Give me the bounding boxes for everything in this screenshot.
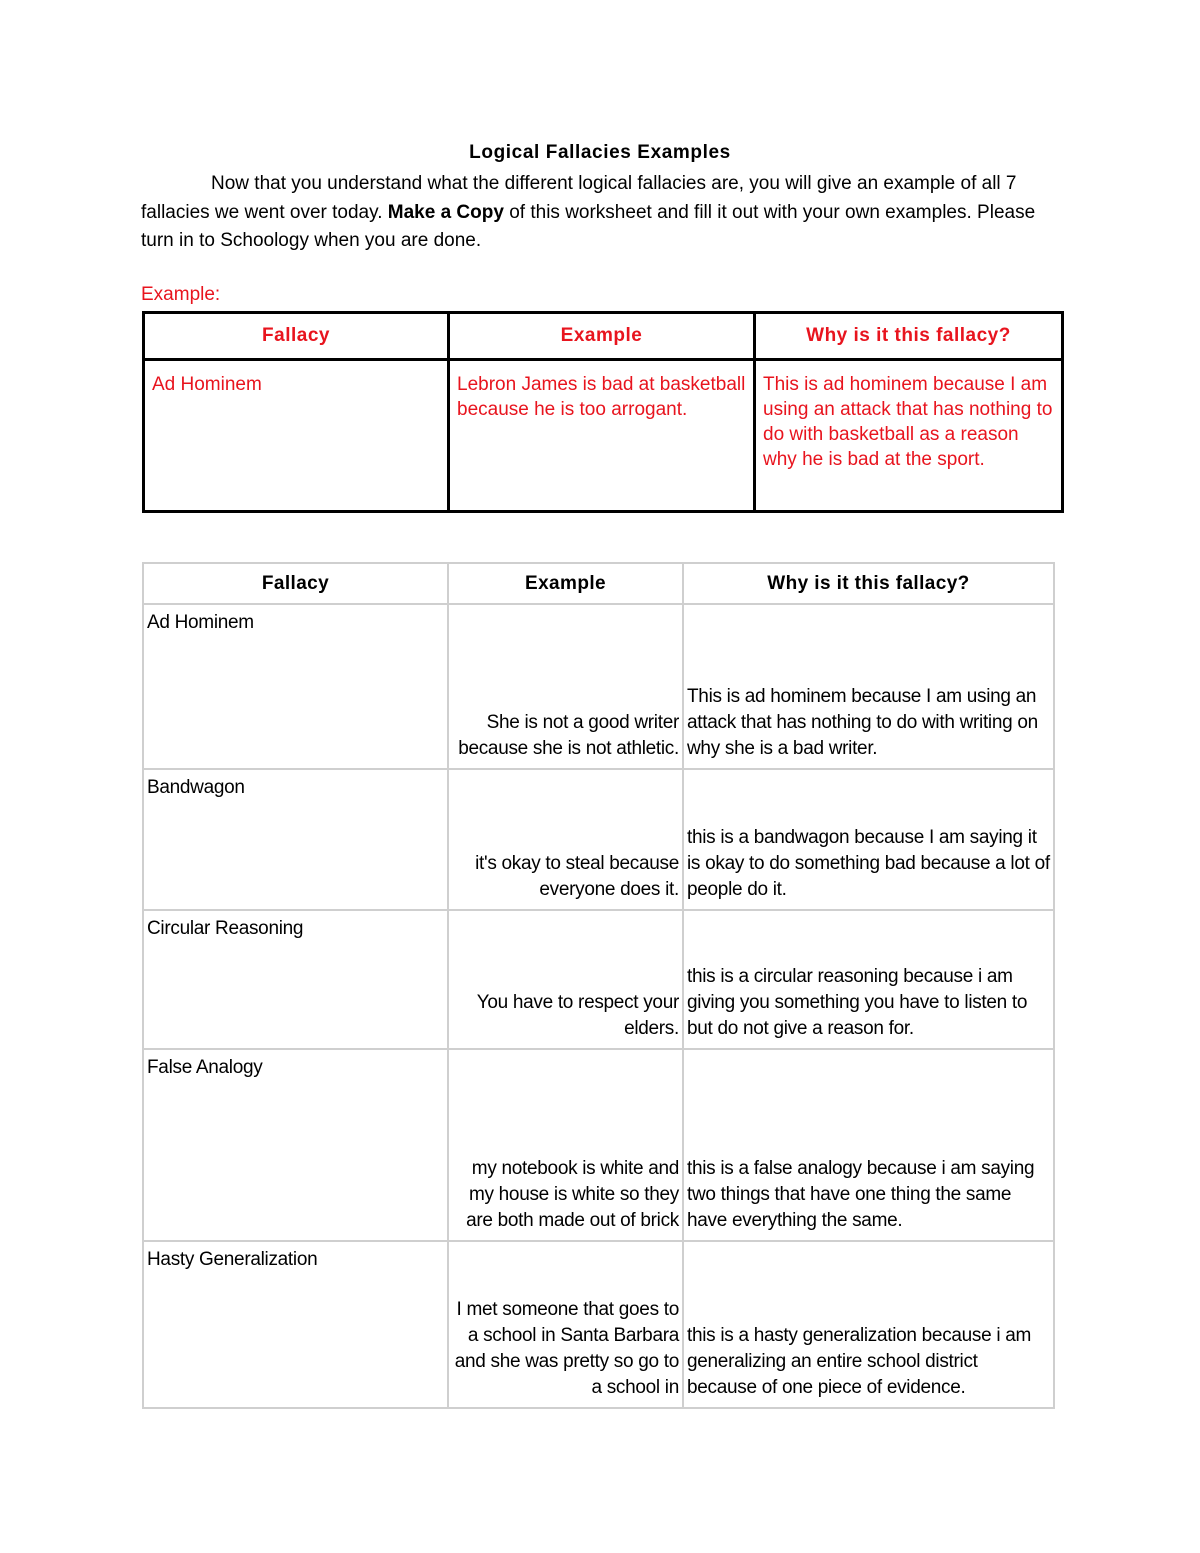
fallacy-table-header-row: [143, 563, 1054, 604]
example-header-fallacy: Fallacy: [144, 313, 449, 360]
fallacy-table: [142, 562, 1055, 1409]
why-cell[interactable]: this is a circular reasoning because i am giving you something you have to listen to but do not give a reason for.: [683, 910, 1054, 1049]
example-cell[interactable]: my notebook is white and my house is white so they are both made out of brick: [448, 1049, 683, 1241]
example-header-why: Why is it this fallacy?: [755, 313, 1063, 360]
intro-text-1: Now that you understand what the different logical fallacies are, you will give an example of all 7 fallacies we went over today.: [141, 173, 1017, 223]
example-table: [142, 311, 1064, 513]
example-cell[interactable]: it's okay to steal because everyone does it.: [448, 769, 683, 910]
fallacy-name-cell[interactable]: False Analogy: [143, 1049, 448, 1241]
table-row: [143, 769, 1054, 910]
fallacy-name-cell[interactable]: Ad Hominem: [143, 604, 448, 769]
example-cell-fallacy: Ad Hominem: [144, 360, 449, 512]
intro-text-2: of this worksheet and fill it out with your own examples. Please turn in to Schoology when you are done.: [141, 201, 1036, 251]
table-row: [143, 1241, 1054, 1408]
why-cell[interactable]: this is a false analogy because i am saying two things that have one thing the same have everything the same.: [683, 1049, 1054, 1241]
header-why: Why is it this fallacy?: [683, 563, 1054, 604]
table-row: [143, 910, 1054, 1049]
intro-paragraph: [141, 170, 1061, 256]
example-cell[interactable]: I met someone that goes to a school in Santa Barbara and she was pretty so go to a school in: [448, 1241, 683, 1408]
example-cell-why: This is ad hominem because I am using an attack that has nothing to do with basketball as a reason why he is bad at the sport.: [755, 360, 1063, 512]
example-table-header-row: [144, 313, 1063, 360]
why-cell[interactable]: this is a hasty generalization because i am generalizing an entire school district because of one piece of evidence.: [683, 1241, 1054, 1408]
example-table-row: [144, 360, 1063, 512]
why-cell[interactable]: this is a bandwagon because I am saying it is okay to do something bad because a lot of people do it.: [683, 769, 1054, 910]
fallacy-name-cell[interactable]: Bandwagon: [143, 769, 448, 910]
table-row: [143, 1049, 1054, 1241]
header-example: Example: [448, 563, 683, 604]
example-header-example: Example: [449, 313, 755, 360]
why-cell[interactable]: This is ad hominem because I am using an attack that has nothing to do with writing on why she is a bad writer.: [683, 604, 1054, 769]
header-fallacy: Fallacy: [143, 563, 448, 604]
fallacy-name-cell[interactable]: Circular Reasoning: [143, 910, 448, 1049]
example-cell[interactable]: She is not a good writer because she is not athletic.: [448, 604, 683, 769]
intro-bold-make-a-copy: Make a Copy: [387, 201, 504, 223]
fallacy-name-cell[interactable]: Hasty Generalization: [143, 1241, 448, 1408]
example-label: Example:: [141, 284, 221, 305]
example-cell-example: Lebron James is bad at basketball because he is too arrogant.: [449, 360, 755, 512]
page-title: Logical Fallacies Examples: [469, 142, 731, 163]
table-row: [143, 604, 1054, 769]
example-cell[interactable]: You have to respect your elders.: [448, 910, 683, 1049]
